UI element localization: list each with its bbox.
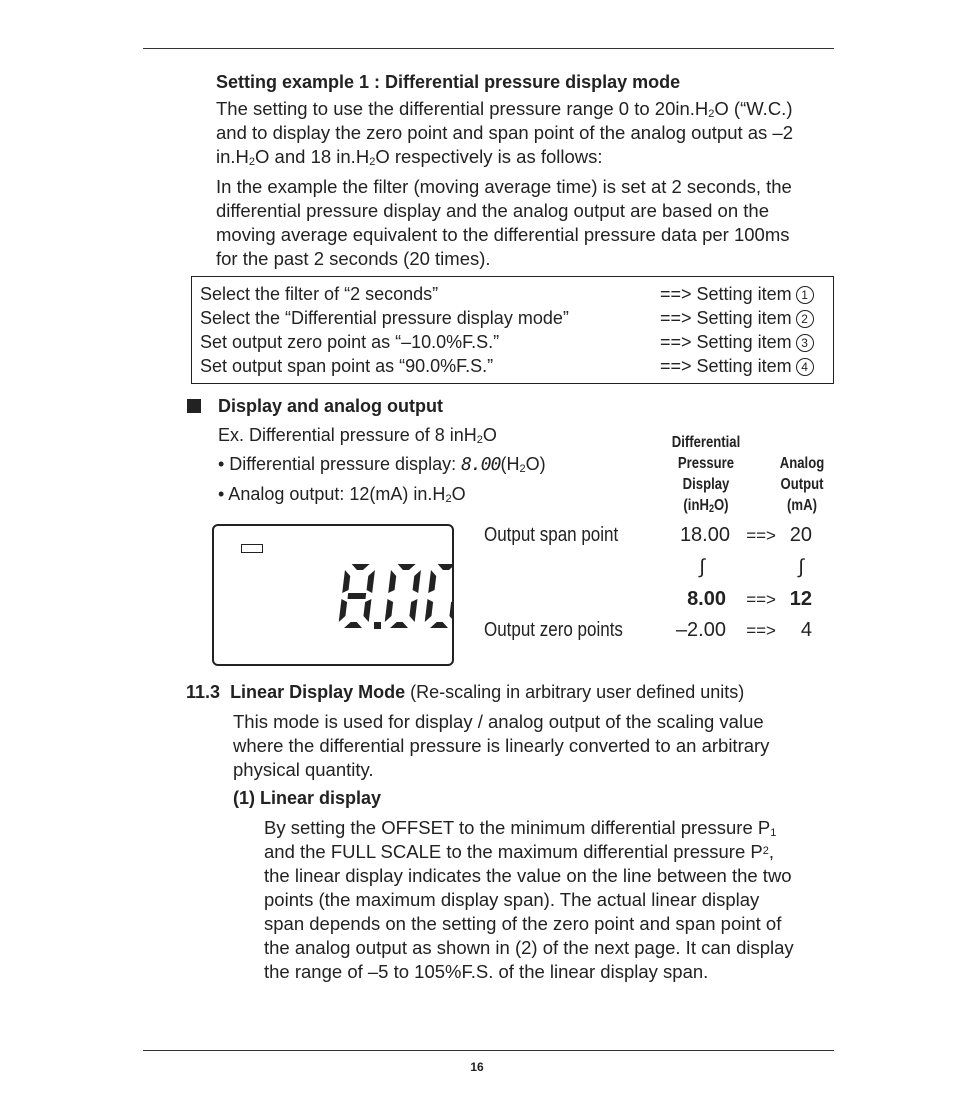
lcd-segment (385, 599, 393, 622)
lcd-segment (453, 570, 454, 593)
display-section-heading: Display and analog output (218, 396, 444, 416)
section-bullet-icon (187, 399, 201, 413)
span-out-value: 20 (789, 524, 812, 546)
mid-dp-value: 8.00 (687, 588, 726, 610)
lcd-segment (363, 599, 371, 622)
lcd-segment (449, 599, 454, 622)
circled-number-icon: 1 (796, 286, 814, 304)
continuation-mark: ∫ (798, 556, 804, 578)
circled-number-icon: 2 (796, 310, 814, 328)
linear-body: By setting the OFFSET to the minimum differential pressure $P_1$ and the FULL SCALE to the maximum differential pressure $P^2$, the linear display indicates the value on the line between the two points (the maximum display span). The actual linear display span depends on the setting of the zero point and span point of the analog output as shown in (2) of the next page. It can display the range of –5 to 105%F.S. of the linear display span. (264, 817, 794, 982)
example-paragraph-2: In the example the filter (moving average time) is set at 2 seconds, the differential pressure display and the analog output are based on the moving average equivalent to the differential pressure data per 100ms for the past 2 seconds (20 times). (216, 176, 792, 269)
span-arrow: ==> (746, 526, 776, 545)
setting-ref: ==> Setting item 2 (660, 308, 814, 329)
lcd-segment (428, 570, 436, 593)
lcd-segment (344, 622, 362, 628)
lcd-segment (438, 564, 454, 570)
zero-label: Output zero points (484, 619, 623, 641)
zero-dp-value: –2.00 (675, 619, 726, 641)
setting-row: Set output span point as “90.0%F.S.” (200, 356, 494, 376)
lcd-segment (413, 570, 421, 593)
bullet-analog: • Analog output: 12(mA) $in.H_2O$ (218, 484, 466, 505)
lcd-segment (398, 564, 416, 570)
lcd-display (212, 524, 454, 666)
lcd-segment (425, 599, 433, 622)
span-label: Output span point (484, 524, 619, 546)
setting-row: Set output zero point as “–10.0%F.S.” (200, 332, 500, 352)
setting-ref: ==> Setting item 3 (660, 332, 814, 353)
lcd-segment (342, 570, 350, 593)
lcd-segment (367, 570, 375, 593)
top-rule (143, 48, 834, 49)
lcd-inline-value: 8.00 (461, 454, 501, 475)
lcd-decimal-point (374, 622, 381, 629)
section-11-3-heading: 11.3 Linear Display Mode (Re-scaling in arbitrary user defined units) (186, 682, 745, 702)
lcd-segment (339, 599, 347, 622)
setting-ref: ==> Setting item 1 (660, 284, 814, 305)
lcd-segment (390, 622, 408, 628)
lcd-segment (409, 599, 417, 622)
setting-ref: ==> Setting item 4 (660, 356, 814, 377)
mid-arrow: ==> (746, 590, 776, 609)
continuation-mark: ∫ (699, 556, 705, 578)
settings-box (191, 276, 834, 384)
example-paragraph-1: The setting to use the differential pressure range 0 to $20in.H_2O$ (“W.C.) and to display the zero point and span point of the analog output as –2 $in.H_2O$ and 18 $in.H_2O$ respectively is as follows: (216, 98, 794, 168)
setting-row: Select the “Differential pressure display mode” (200, 308, 569, 328)
column-header-analog: Analog Output (mA) (779, 455, 825, 514)
lcd-segment (347, 593, 366, 599)
example-heading: Setting example 1 : Differential pressure display mode (216, 72, 681, 92)
example-line: Ex. Differential pressure of 8 inH$_2$O (218, 425, 497, 446)
span-dp-value: 18.00 (679, 524, 730, 546)
lcd-segment (352, 564, 370, 570)
lcd-segment (430, 622, 448, 628)
circled-number-icon: 4 (796, 358, 814, 376)
lcd-segment (388, 570, 396, 593)
linear-subheading: (1) Linear display (233, 788, 382, 808)
zero-arrow: ==> (746, 621, 776, 640)
linear-intro: This mode is used for display / analog output of the scaling value where the differential pressure is linearly converted to an arbitrary physical quantity. (233, 711, 770, 780)
circled-number-icon: 3 (796, 334, 814, 352)
page-number: 16 (470, 1060, 484, 1074)
mid-out-value: 12 (789, 588, 812, 610)
column-header-dp: Differential Pressure Display (inH$_2$O) (671, 434, 741, 515)
setting-row: Select the filter of “2 seconds” (200, 284, 439, 304)
lcd-digits (212, 524, 454, 666)
zero-out-value: 4 (800, 619, 812, 641)
bottom-rule (143, 1050, 834, 1051)
bullet-display: • Differential pressure display: $8.00(H_2O)$ (218, 454, 546, 475)
